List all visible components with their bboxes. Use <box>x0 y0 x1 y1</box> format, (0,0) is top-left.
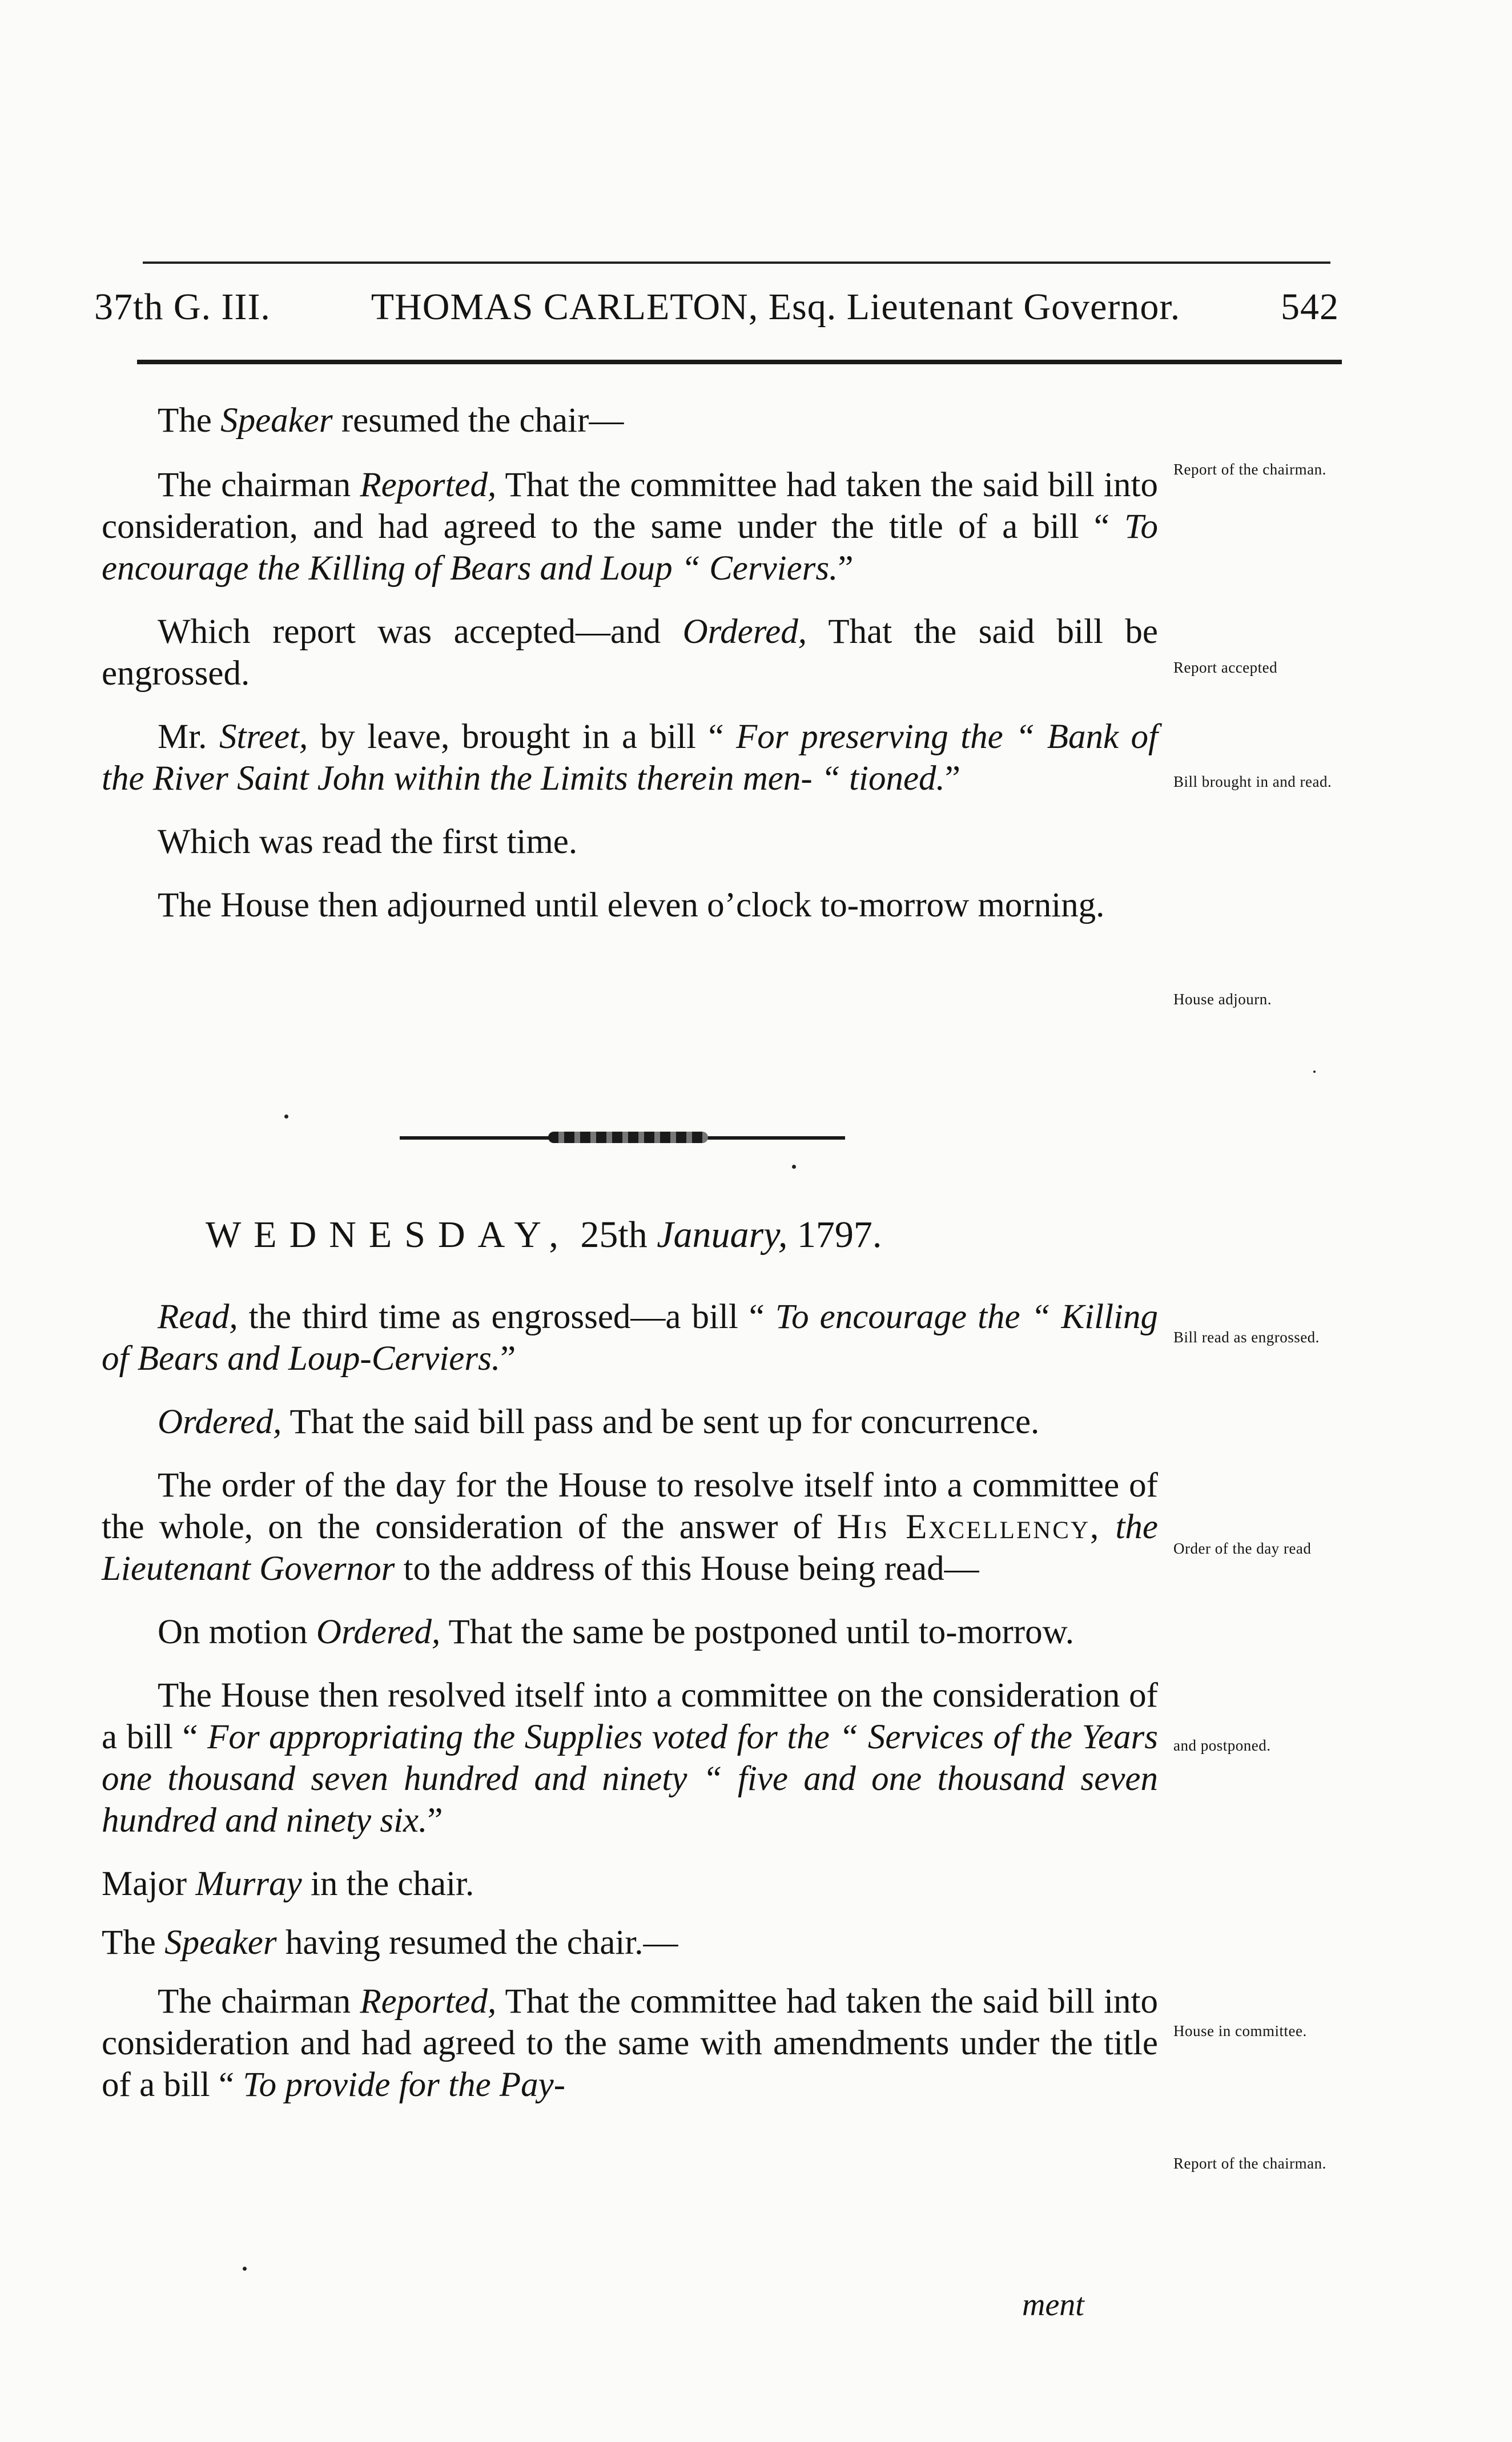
paragraph-first-reading: Which was read the first time. <box>158 823 578 861</box>
margin-note-report-chairman-2: Report of the chairman. <box>1173 2155 1326 2172</box>
margin-note-house-adjourn: House adjourn. <box>1173 991 1272 1008</box>
body-part-1 <box>102 400 1158 926</box>
paragraph-murray-chair: Major Murray in the chair. <box>102 1865 474 1903</box>
page-number: 542 <box>1281 286 1339 328</box>
scan-speck <box>792 1165 796 1169</box>
margin-note-report-chairman: Report of the chairman. <box>1173 461 1326 478</box>
paragraph-bill-brought-in: Mr. Street, by leave, brought in a bill “ For preserving the “ Bank of the River Saint John within the Limits therein men- “ tioned.” <box>102 718 1159 798</box>
running-header <box>94 285 1339 329</box>
scan-speck <box>1313 1071 1316 1073</box>
paragraph-chairman-report: The chairman Reported, That the committee had taken the said bill into consideration, and had agreed to the same under the title of a bill “ To encourage the Killing of Bears and Loup “ Cerviers.” <box>102 466 1158 588</box>
margin-note-bill-brought-in: Bill brought in and read. <box>1173 773 1332 790</box>
paragraph-speaker-resumed-2: The Speaker having resumed the chair.— <box>102 1924 678 1962</box>
margin-note-report-accepted: Report accepted <box>1173 659 1278 676</box>
regnal-year: 37th G. III. <box>94 286 271 328</box>
ornamental-divider-center <box>548 1132 708 1143</box>
paragraph-bill-pass: Ordered, That the said bill pass and be sent up for concurrence. <box>158 1403 1040 1441</box>
margin-note-bill-read-engrossed: Bill read as engrossed. <box>1173 1329 1320 1346</box>
margin-note-order-of-day: Order of the day read <box>1173 1540 1312 1557</box>
scan-speck <box>243 2267 247 2271</box>
day-heading: WEDNESDAY, 25th January, 1797. <box>206 1214 882 1256</box>
paragraph-report-accepted: Which report was accepted—and Ordered, That the said bill be engrossed. <box>102 613 1158 693</box>
margin-note-postponed: and postponed. <box>1173 1737 1271 1754</box>
margin-note-house-in-committee: House in committee. <box>1173 2022 1307 2039</box>
paragraph-speaker-resumed: The Speaker resumed the chair— <box>158 401 624 440</box>
paragraph-postponed: On motion Ordered, That the same be postponed until to-morrow. <box>158 1613 1074 1651</box>
scan-speck <box>284 1115 288 1119</box>
paragraph-order-of-day: The order of the day for the House to resolve itself into a committee of the whole, on the consideration of the answer of His Excellency, the Lieutenant Governor to the address of this House being read— <box>102 1466 1158 1588</box>
paragraph-chairman-report-2: The chairman Reported, That the committee had taken the said bill into consideration and had agreed to the same with amendments under the title of a bill “ To provide for the Pay- <box>102 1982 1158 2104</box>
paragraph-house-adjourned: The House then adjourned until eleven o’clock to-morrow morning. <box>158 886 1105 924</box>
header-rule <box>137 360 1342 364</box>
top-rule <box>143 262 1330 264</box>
governor-title: THOMAS CARLETON, Esq. Lieutenant Governor. <box>371 286 1181 328</box>
body-part-2 <box>102 1296 1158 2106</box>
catchword: ment <box>1022 2287 1084 2323</box>
paragraph-supplies-committee: The House then resolved itself into a committee on the consideration of a bill “ For appropriating the Supplies voted for the “ Services of the Years one thousand seven hundred and ninety “ five and one thousand seven hundred and ninety six.” <box>102 1676 1159 1840</box>
paragraph-third-reading: Read, the third time as engrossed—a bill “ To encourage the “ Killing of Bears and Loup-Cerviers.” <box>102 1298 1159 1378</box>
